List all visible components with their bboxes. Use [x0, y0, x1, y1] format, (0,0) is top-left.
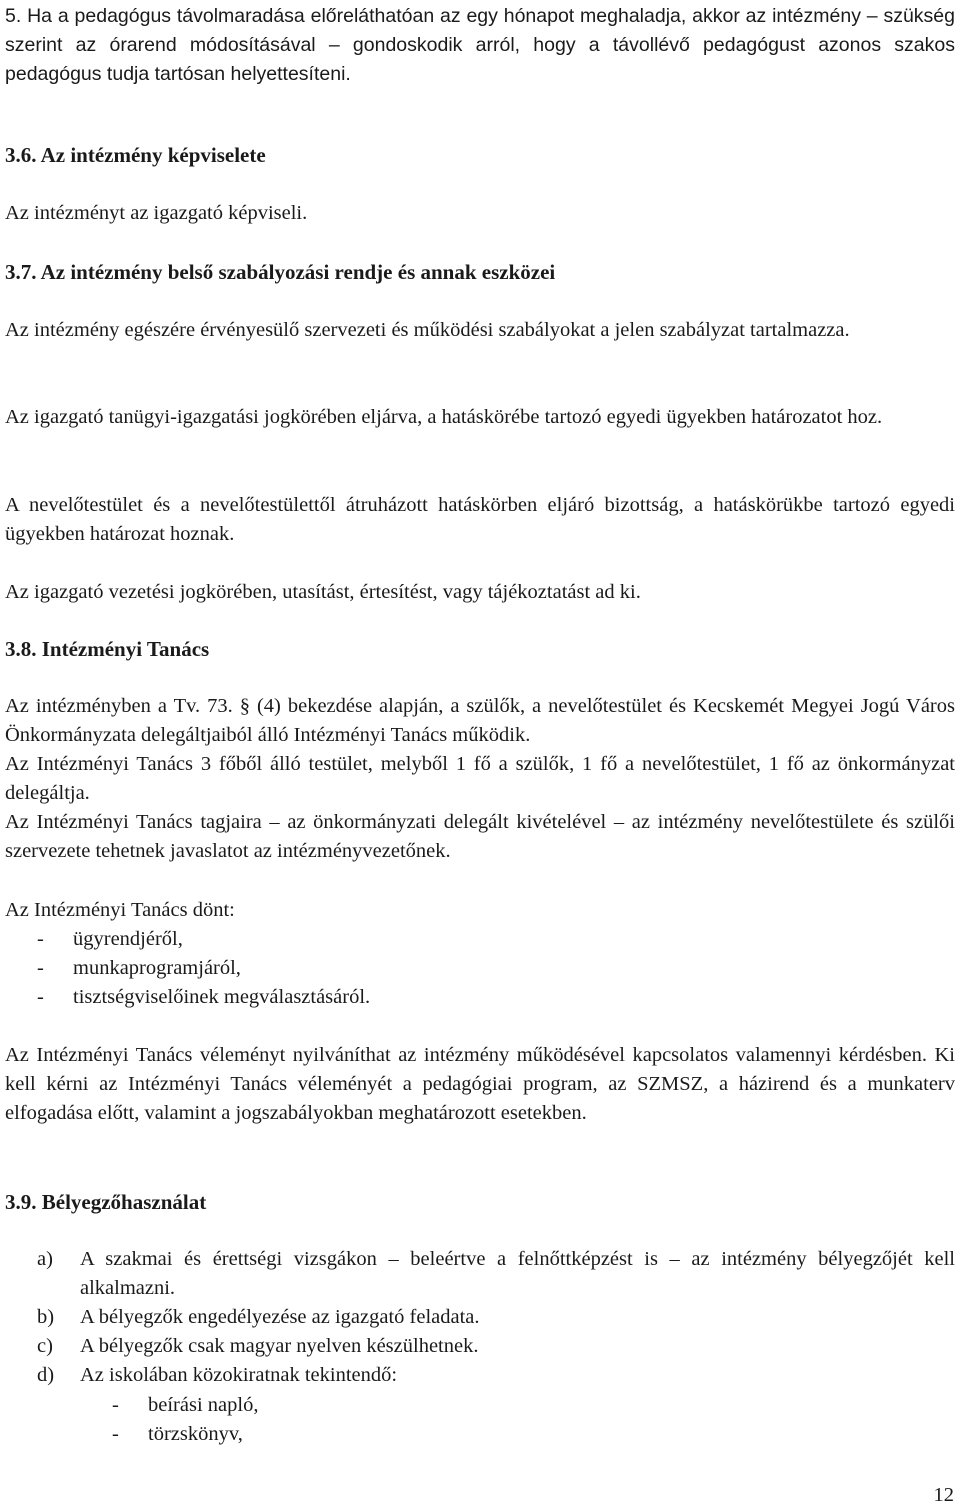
- page-number: 12: [933, 1484, 954, 1506]
- paragraph-3-7-a: Az intézmény egészére érvényesülő szervezeti és működési szabályokat a jelen szabályzat tartalmazza.: [5, 319, 850, 341]
- paragraph-3-8-a: Az intézményben a Tv. 73. § (4) bekezdése alapján, a szülők, a nevelőtestület és Kecskemét Megyei Jogú Város Önkormányzata delegáltjaiból álló Intézményi Tanács működik.: [5, 695, 955, 746]
- heading-3-9: 3.9. Bélyegzőhasználat: [5, 1190, 207, 1214]
- list-item: a) A szakmai és érettségi vizsgákon – beleértve a felnőttképzést is – az intézmény bélyegzőjét kell alkalmazni.: [37, 1248, 955, 1299]
- paragraph-3-7-c: A nevelőtestület és a nevelőtestülettől átruházott hatáskörben eljáró bizottság, a hatáskörükbe tartozó egyedi ügyekben határozat hoznak.: [5, 494, 955, 545]
- paragraph-3-8-b: Az Intézményi Tanács 3 főből álló testület, melyből 1 fő a szülők, 1 fő a nevelőtestület, 1 fő az önkormányzat delegáltja.: [5, 753, 955, 804]
- heading-3-6: 3.6. Az intézmény képviselete: [5, 143, 266, 167]
- heading-3-7: 3.7. Az intézmény belső szabályozási rendje és annak eszközei: [5, 260, 556, 284]
- list-item: c) A bélyegzők csak magyar nyelven készülhetnek.: [37, 1335, 479, 1357]
- paragraph-3-8-c: Az Intézményi Tanács tagjaira – az önkormányzati delegált kivételével – az intézmény nevelőtestülete és szülői szervezete tehetnek javaslatot az intézményvezetőnek.: [5, 811, 955, 862]
- stamp-list: [37, 1245, 955, 1390]
- list-item: - tisztségviselőinek megválasztásáról.: [37, 986, 371, 1008]
- paragraph-3-7-b: Az igazgató tanügyi-igazgatási jogkörében eljárva, a hatáskörébe tartozó egyedi ügyekben határozatot hoz.: [5, 406, 883, 428]
- paragraph-3-8-e: Az Intézményi Tanács véleményt nyilváníthat az intézmény működésével kapcsolatos valamennyi kérdésben. Ki kell kérni az Intézményi Tanács véleményét a pedagógiai program, az SZMSZ, a házirend és a munkaterv elfogadása előtt, valamint a jogszabályokban meghatározott esetekben.: [5, 1044, 955, 1124]
- list-item: - beírási napló,: [112, 1394, 259, 1416]
- list-item: b) A bélyegzők engedélyezése az igazgató feladata.: [37, 1306, 480, 1328]
- heading-3-8: 3.8. Intézményi Tanács: [5, 637, 210, 661]
- dont-list: [37, 925, 370, 1012]
- list-item: - törzskönyv,: [112, 1423, 243, 1445]
- list-item: d) Az iskolában közokiratnak tekintendő:: [37, 1364, 398, 1386]
- document-type-list: [37, 1391, 258, 1449]
- paragraph-3-8-d: Az Intézményi Tanács dönt:: [5, 899, 235, 921]
- paragraph-5: 5. Ha a pedagógus távolmaradása előreláthatóan az egy hónapot meghaladja, akkor az intézmény – szükség szerint az órarend módosításával – gondoskodik arról, hogy a távollévő pedagógust azonos szakos pedagógus tudja tartósan helyettesíteni.: [5, 5, 955, 85]
- paragraph-3-6: Az intézményt az igazgató képviseli.: [5, 202, 308, 224]
- paragraph-3-7-d: Az igazgató vezetési jogkörében, utasítást, értesítést, vagy tájékoztatást ad ki.: [5, 581, 641, 603]
- list-item: - munkaprogramjáról,: [37, 957, 241, 979]
- list-item: - ügyrendjéről,: [37, 928, 183, 950]
